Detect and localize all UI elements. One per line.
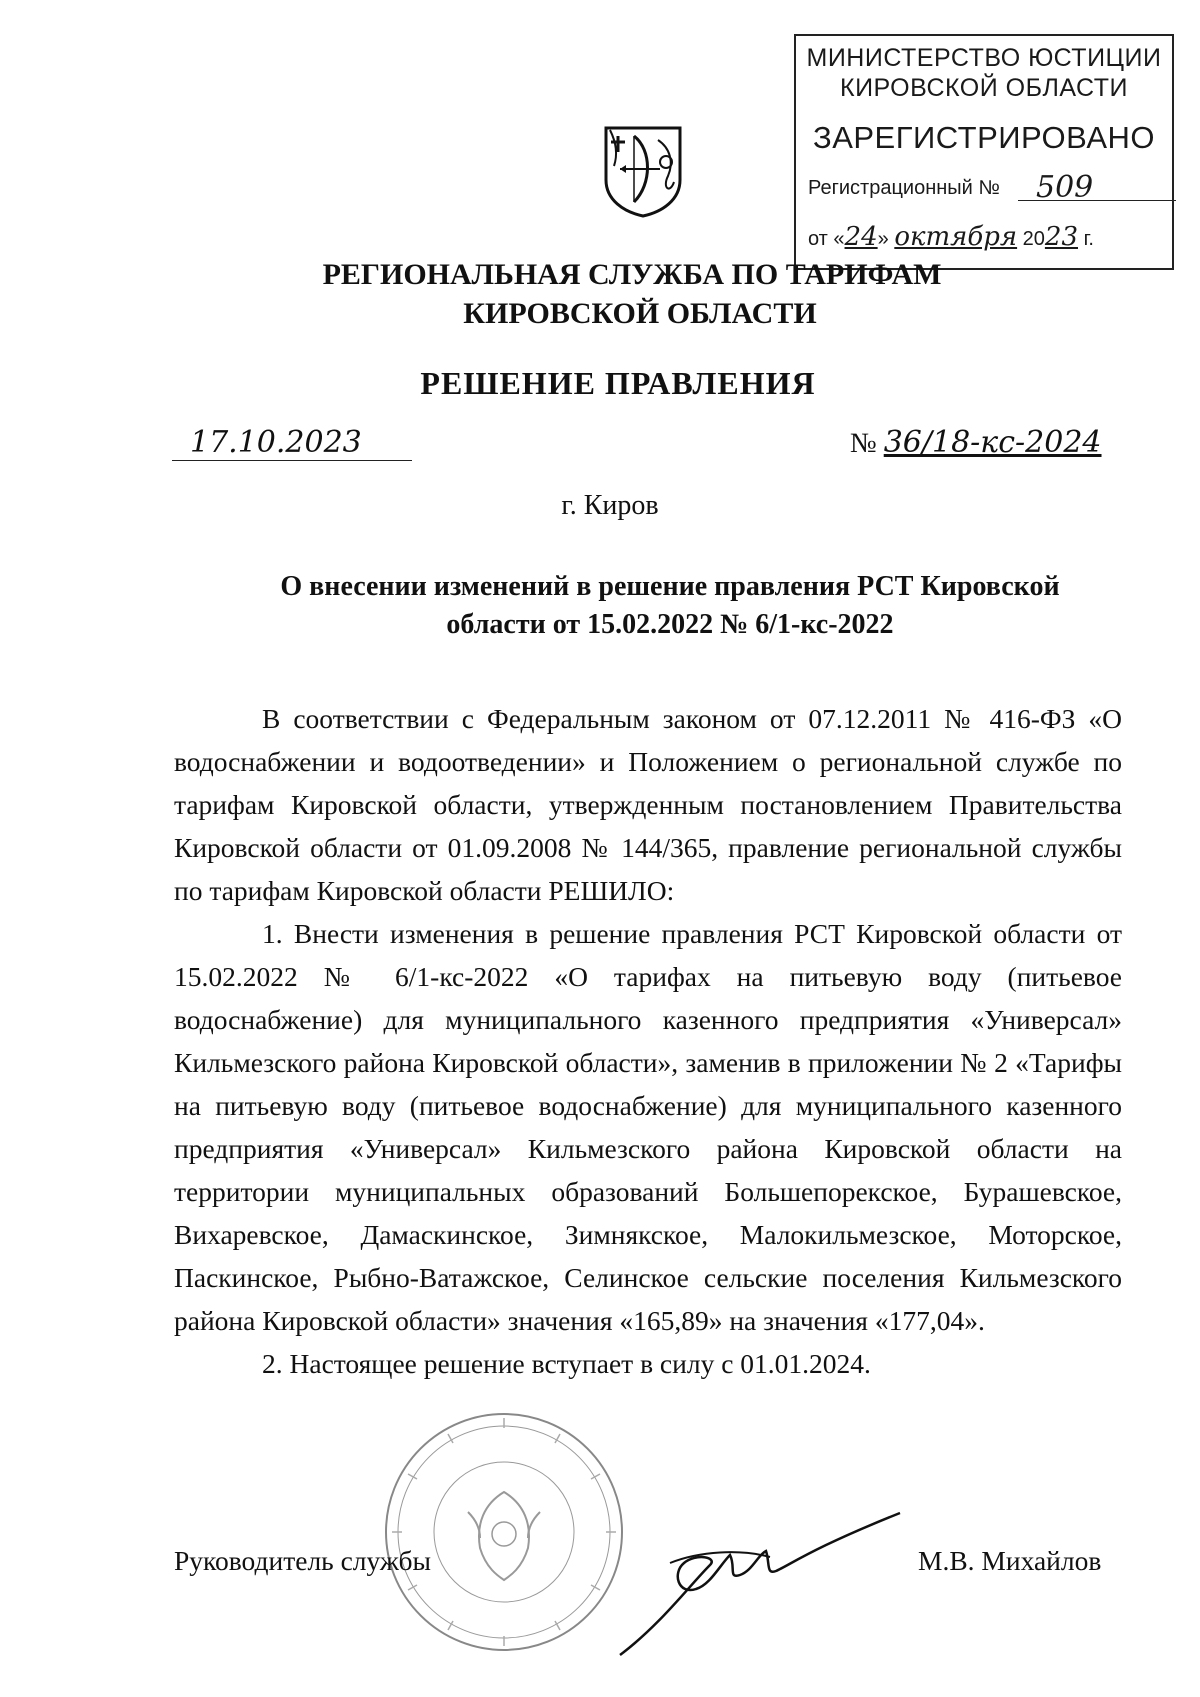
body-preamble: В соответствии с Федеральным законом от 07.12.2011 № 416-ФЗ «О водоснабжении и водоотведении» и Положением о региональной службе по тарифам Кировской области, утвержденным постановлением Правительства Кировской области от 01.09.2008 № 144/365, правление региональной службы по тарифам Кировской области РЕШИЛО: xyxy=(174,703,1122,906)
stamp-date-prefix: от « xyxy=(808,228,845,250)
stamp-ministry-line: МИНИСТЕРСТВО ЮСТИЦИИ xyxy=(806,44,1162,72)
stamp-date-year-prefix: 20 xyxy=(1022,228,1045,250)
document-date: 17.10.2023 xyxy=(172,425,412,461)
registration-stamp xyxy=(794,34,1174,270)
document-body xyxy=(174,697,1122,1385)
document-number-label: № xyxy=(850,428,877,459)
subject-line1: О внесении изменений в решение правления РСТ Кировской xyxy=(280,571,1060,602)
stamp-date-end: г. xyxy=(1083,228,1094,250)
document-number-value: 36/18-кс-2024 xyxy=(883,425,1102,460)
stamp-date xyxy=(808,222,1094,252)
document-number xyxy=(850,425,1102,460)
official-seal-icon xyxy=(380,1408,628,1656)
subject-line2: области от 15.02.2022 № 6/1-кс-2022 xyxy=(446,609,894,640)
handwritten-signature-icon xyxy=(600,1505,920,1665)
coat-of-arms-icon xyxy=(600,122,686,218)
organization-name-line2: КИРОВСКОЙ ОБЛАСТИ xyxy=(463,297,817,330)
stamp-reg-label: Регистрационный № xyxy=(808,177,1000,199)
stamp-date-month: октября xyxy=(894,222,1018,252)
document-city: г. Киров xyxy=(561,490,659,521)
stamp-date-year-suffix: 23 xyxy=(1044,222,1078,252)
stamp-date-day: 24 xyxy=(844,222,878,252)
organization-name-line1: РЕГИОНАЛЬНАЯ СЛУЖБА ПО ТАРИФАМ xyxy=(322,258,942,291)
body-item-1: 1. Внести изменения в решение правления РСТ Кировской области от 15.02.2022 № 6/1-кс-2022 «О тарифах на питьевую воду (питьевое водоснабжение) для муниципального казенного предприятия «Универсал» Кильмезского района Кировской области», заменив в приложении № 2 «Тарифы на питьевую воду (питьевое водоснабжение) для муниципального казенного предприятия «Универсал» Кильмезского района Кировской области на территории муниципальных образований Большепорекское, Бурашевское, Вихаревское, Дамаскинское, Зимнякское, Малокильмезское, Моторское, Паскинское, Рыбно-Ватажское, Селинское сельские поселения Кильмезского района Кировской области» значения «165,89» на значения «177,04». xyxy=(174,918,1122,1336)
body-item-2: 2. Настоящее решение вступает в силу с 01.01.2024. xyxy=(262,1348,871,1379)
document-title: РЕШЕНИЕ ПРАВЛЕНИЯ xyxy=(420,365,816,401)
stamp-date-mid: » xyxy=(877,228,889,250)
stamp-registered-line: ЗАРЕГИСТРИРОВАНО xyxy=(812,120,1155,155)
stamp-region-line: КИРОВСКОЙ ОБЛАСТИ xyxy=(840,74,1128,102)
signatory-role: Руководитель службы xyxy=(174,1545,432,1576)
signatory-name: М.В. Михайлов xyxy=(918,1545,1102,1576)
stamp-reg-number: 509 xyxy=(1018,170,1176,201)
document-subject xyxy=(270,568,1070,644)
